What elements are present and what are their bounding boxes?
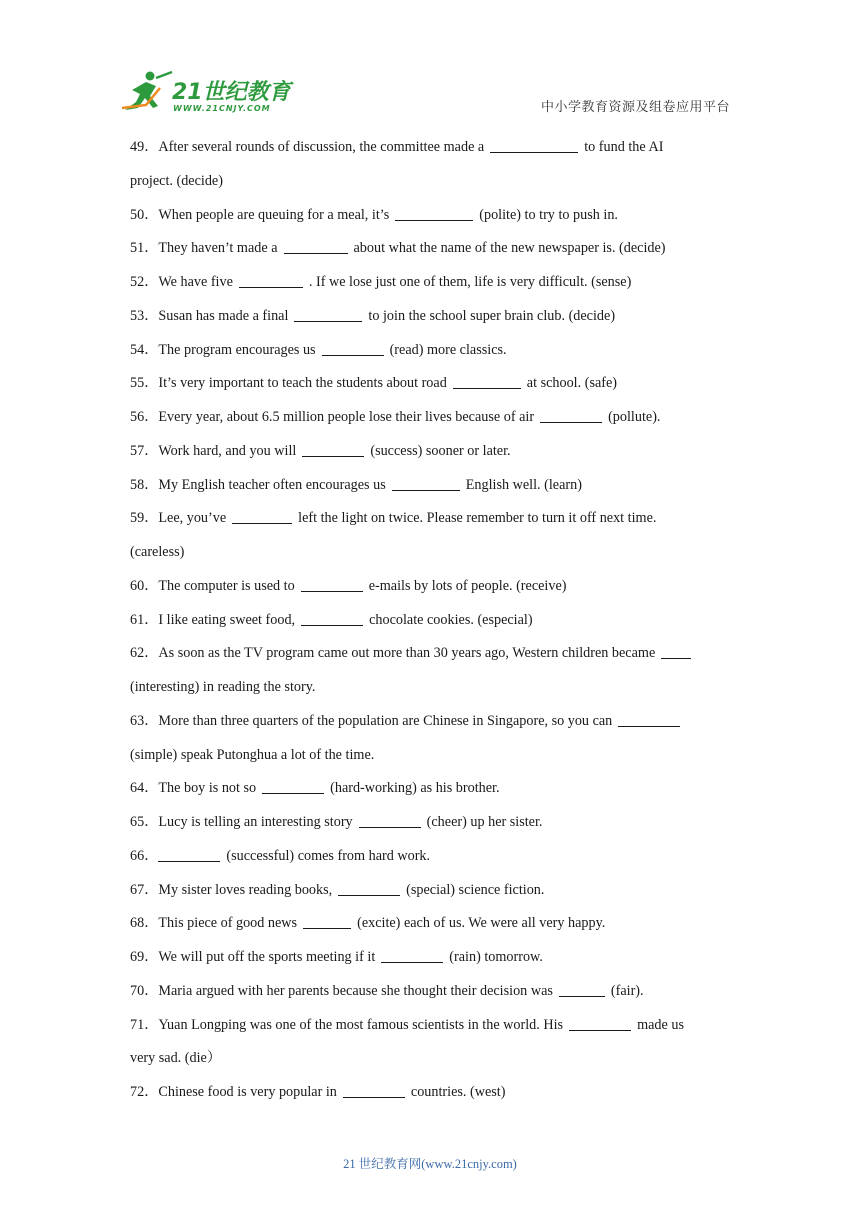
exercise-item bbox=[130, 232, 740, 266]
item-text-after: (hard-working) as his brother. bbox=[330, 780, 500, 797]
answer-blank[interactable] bbox=[343, 1083, 405, 1098]
item-text-before: Maria argued with her parents because she thought their decision was bbox=[158, 982, 553, 999]
item-number: 62． bbox=[130, 645, 159, 662]
item-text-before: My sister loves reading books, bbox=[158, 881, 333, 898]
item-text-after: (excite) each of us. We were all very happy. bbox=[357, 915, 606, 932]
item-number: 61． bbox=[130, 611, 159, 628]
exercise-item bbox=[130, 469, 740, 503]
item-text-after: e-mails by lots of people. (receive) bbox=[368, 577, 567, 594]
item-text-after: (special) science fiction. bbox=[406, 881, 545, 898]
item-number: 49． bbox=[130, 139, 159, 155]
page-footer: 21 世纪教育网(www.21cnjy.com) bbox=[343, 1157, 517, 1171]
item-number: 56． bbox=[130, 409, 159, 425]
item-text-before: Yuan Longping was one of the most famous scientists in the world. His bbox=[158, 1016, 564, 1033]
answer-blank[interactable] bbox=[239, 273, 303, 288]
exercise-item bbox=[130, 300, 740, 334]
exercise-item bbox=[130, 435, 740, 469]
answer-blank[interactable] bbox=[322, 341, 384, 356]
exercise-item bbox=[130, 502, 740, 536]
exercise-item bbox=[130, 705, 740, 739]
item-text-after: left the light on twice. Please remember to turn it off next time. bbox=[298, 510, 657, 527]
item-text-after: (fair). bbox=[610, 982, 644, 999]
answer-blank[interactable] bbox=[618, 712, 680, 727]
item-text-after: about what the name of the new newspaper is. (decide) bbox=[353, 240, 666, 257]
item-text-after: to fund the AI bbox=[584, 139, 664, 155]
exercise-item bbox=[130, 806, 740, 840]
answer-blank[interactable] bbox=[301, 611, 363, 626]
item-text-before: As soon as the TV program came out more than 30 years ago, Western children became bbox=[158, 645, 656, 662]
exercise-item bbox=[130, 266, 740, 300]
item-text-before: When people are queuing for a meal, it’s bbox=[158, 206, 390, 223]
item-text-before: It’s very important to teach the students about road bbox=[158, 375, 447, 392]
item-text-before: I like eating sweet food, bbox=[158, 611, 296, 628]
exercise-item bbox=[130, 941, 740, 975]
item-number: 60． bbox=[130, 577, 159, 594]
item-text-after: English well. (learn) bbox=[465, 476, 582, 493]
item-text-before: Lee, you’ve bbox=[158, 510, 227, 527]
item-text-before: They haven’t made a bbox=[158, 240, 278, 257]
item-number: 70． bbox=[130, 982, 159, 999]
exercise-item-continuation: (interesting) in reading the story. bbox=[130, 679, 316, 695]
answer-blank[interactable] bbox=[301, 577, 363, 592]
exercise-item bbox=[130, 840, 740, 874]
runner-logo-icon bbox=[120, 68, 300, 116]
item-text-after: to join the school super brain club. (decide) bbox=[368, 307, 616, 324]
answer-blank[interactable] bbox=[559, 982, 605, 997]
answer-blank[interactable] bbox=[490, 138, 578, 153]
exercise-item bbox=[130, 604, 740, 638]
logo bbox=[120, 68, 300, 116]
item-text-before: We will put off the sports meeting if it bbox=[158, 949, 376, 965]
item-text-before: Susan has made a final bbox=[158, 307, 289, 324]
item-number: 57． bbox=[130, 442, 159, 459]
item-text-after: (polite) to try to push in. bbox=[479, 206, 618, 223]
item-text-before: The computer is used to bbox=[158, 577, 295, 594]
item-text-before: Work hard, and you will bbox=[158, 442, 297, 459]
item-text-after: (successful) comes from hard work. bbox=[226, 847, 431, 864]
item-text-after: (rain) tomorrow. bbox=[449, 949, 543, 965]
exercise-item bbox=[130, 367, 740, 401]
item-number: 52． bbox=[130, 274, 159, 290]
item-text-after: made us bbox=[637, 1016, 684, 1033]
exercise-item bbox=[130, 1009, 740, 1043]
answer-blank[interactable] bbox=[381, 948, 443, 963]
item-text-before: More than three quarters of the population are Chinese in Singapore, so you can bbox=[158, 712, 613, 729]
item-text-after: (success) sooner or later. bbox=[370, 442, 511, 459]
item-text-after: chocolate cookies. (especial) bbox=[369, 611, 533, 628]
item-number: 67． bbox=[130, 881, 159, 898]
exercise-item bbox=[130, 975, 740, 1009]
item-number: 58． bbox=[130, 476, 159, 493]
item-text-before: My English teacher often encourages us bbox=[158, 476, 386, 493]
answer-blank[interactable] bbox=[232, 509, 292, 524]
answer-blank[interactable] bbox=[302, 442, 364, 457]
answer-blank[interactable] bbox=[661, 644, 691, 659]
item-number: 54． bbox=[130, 341, 159, 358]
exercise-item-continuation: (simple) speak Putonghua a lot of the time. bbox=[130, 746, 375, 763]
item-number: 64． bbox=[130, 780, 159, 797]
exercise-item bbox=[130, 199, 740, 233]
exercise-item-continuation: project. (decide) bbox=[130, 172, 223, 189]
item-number: 51． bbox=[130, 240, 159, 257]
exercise-item bbox=[130, 334, 740, 368]
item-text-before: This piece of good news bbox=[158, 915, 298, 932]
item-text-after: (cheer) up her sister. bbox=[426, 814, 543, 830]
item-text-after: (pollute). bbox=[608, 409, 661, 425]
answer-blank[interactable] bbox=[395, 206, 473, 221]
answer-blank[interactable] bbox=[294, 307, 362, 322]
item-text-before: Lucy is telling an interesting story bbox=[158, 814, 353, 830]
answer-blank[interactable] bbox=[453, 374, 521, 389]
item-text-after: (read) more classics. bbox=[389, 341, 507, 358]
item-text-before: We have five bbox=[158, 274, 233, 290]
item-number: 68． bbox=[130, 915, 159, 932]
svg-text:WWW.21CNJY.COM: WWW.21CNJY.COM bbox=[173, 104, 271, 113]
exercise-item bbox=[130, 131, 740, 165]
exercise-item bbox=[130, 401, 740, 435]
item-text-before: After several rounds of discussion, the committee made a bbox=[158, 139, 485, 155]
exercise-item-continuation: (careless) bbox=[130, 544, 185, 560]
answer-blank[interactable] bbox=[158, 847, 220, 862]
item-number: 50． bbox=[130, 206, 159, 223]
exercise-item bbox=[130, 1076, 740, 1110]
item-number: 66． bbox=[130, 847, 159, 864]
item-number: 53． bbox=[130, 307, 159, 324]
page-header bbox=[0, 0, 860, 125]
item-text-before: The program encourages us bbox=[158, 341, 316, 358]
item-number: 59． bbox=[130, 510, 159, 527]
item-text-before: Chinese food is very popular in bbox=[158, 1084, 337, 1100]
answer-blank[interactable] bbox=[262, 779, 324, 794]
answer-blank[interactable] bbox=[303, 914, 351, 929]
platform-name: 中小学教育资源及组卷应用平台 bbox=[540, 99, 730, 114]
answer-blank[interactable] bbox=[540, 408, 602, 423]
answer-blank[interactable] bbox=[569, 1016, 631, 1031]
answer-blank[interactable] bbox=[392, 476, 460, 491]
item-number: 65． bbox=[130, 814, 159, 830]
item-number: 72． bbox=[130, 1084, 159, 1100]
item-number: 63． bbox=[130, 712, 159, 729]
item-text-before: Every year, about 6.5 million people lose their lives because of air bbox=[158, 409, 535, 425]
exercise-list bbox=[130, 131, 740, 1110]
exercise-item-continuation: very sad. (die） bbox=[130, 1050, 222, 1067]
item-text-before: The boy is not so bbox=[158, 780, 257, 797]
answer-blank[interactable] bbox=[338, 881, 400, 896]
item-text-after: countries. (west) bbox=[410, 1084, 506, 1100]
exercise-item bbox=[130, 874, 740, 908]
exercise-item bbox=[130, 772, 740, 806]
exercise-item bbox=[130, 907, 740, 941]
item-text-after: . If we lose just one of them, life is very difficult. (sense) bbox=[308, 274, 632, 290]
exercise-item bbox=[130, 637, 740, 671]
svg-text:21世纪教育: 21世纪教育 bbox=[172, 80, 291, 105]
item-number: 71． bbox=[130, 1016, 159, 1033]
answer-blank[interactable] bbox=[284, 239, 348, 254]
item-text-after: at school. (safe) bbox=[526, 375, 618, 392]
exercise-item bbox=[130, 570, 740, 604]
item-number: 69． bbox=[130, 949, 159, 965]
item-number: 55． bbox=[130, 375, 159, 392]
answer-blank[interactable] bbox=[359, 813, 421, 828]
